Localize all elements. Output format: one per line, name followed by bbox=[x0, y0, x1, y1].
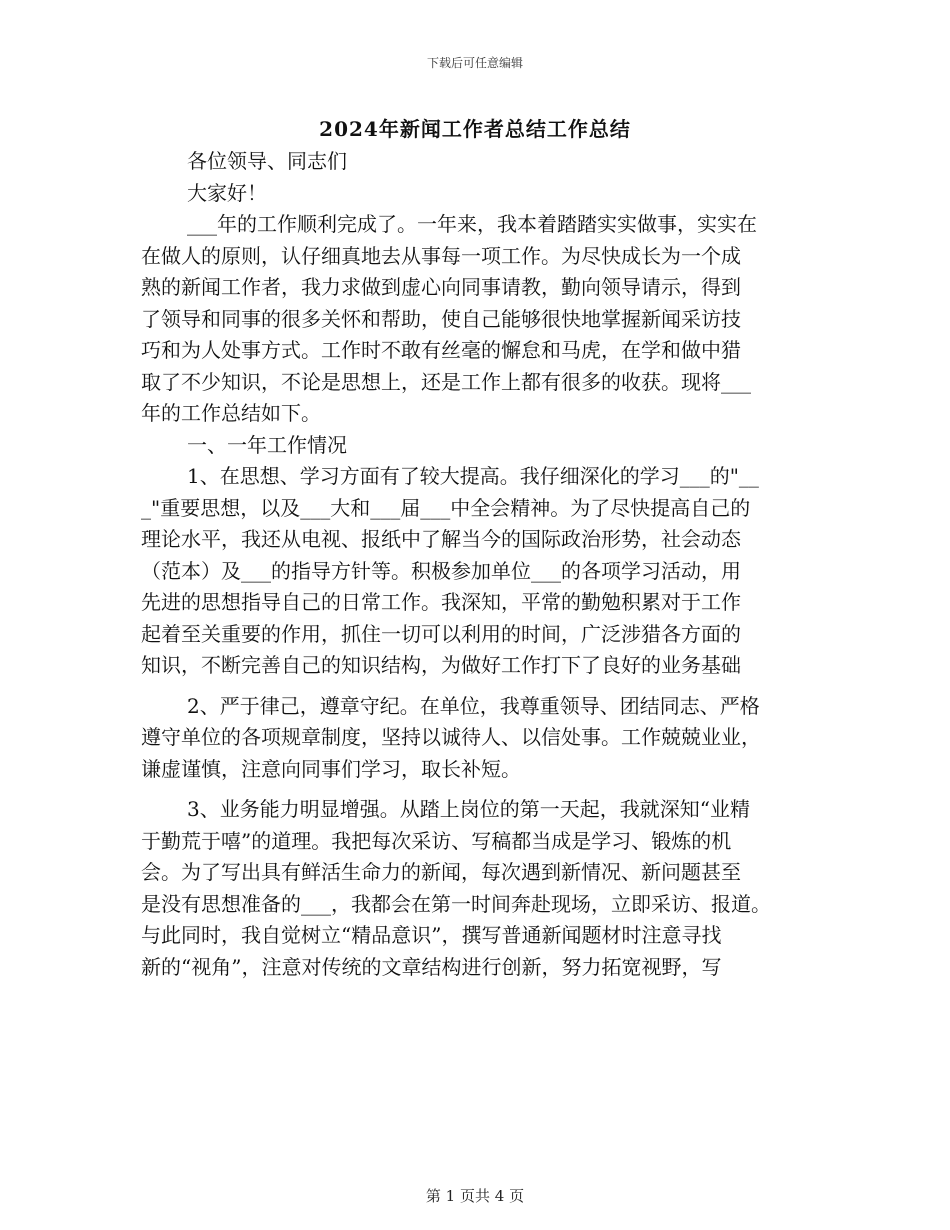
paragraph-line: 巧和为人处事方式。工作时不敢有丝毫的懈怠和马虎，在学和做中猎 bbox=[141, 338, 741, 362]
greeting-line: 大家好！ bbox=[187, 180, 267, 205]
document-body bbox=[141, 146, 831, 983]
paragraph-line: 会。为了写出具有鲜活生命力的新闻，每次遇到新情况、新问题甚至 bbox=[141, 860, 741, 884]
paragraph-line: 在做人的原则，认仔细真地去从事每一项工作。为尽快成长为一个成 bbox=[141, 243, 741, 268]
document-title: 2024年新闻工作者总结工作总结 bbox=[319, 117, 631, 141]
paragraph-line: 了领导和同事的很多关怀和帮助，使自己能够很快地掌握新闻采访技 bbox=[141, 306, 741, 331]
salutation-line: 各位领导、同志们 bbox=[187, 149, 347, 173]
paragraph-line: 于勤荒于嘻”的道理。我把每次采访、写稿都当成是学习、锻炼的机 bbox=[141, 828, 732, 853]
paragraph-line: 3、业务能力明显增强。从踏上岗位的第一天起，我就深知“业精 bbox=[187, 797, 750, 821]
paragraph-line: 知识，不断完善自己的知识结构，为做好工作打下了良好的业务基础 bbox=[141, 653, 741, 677]
page-number: 第 1 页共 4 页 bbox=[425, 1187, 525, 1205]
paragraph-line: 谦虚谨慎，注意向同事们学习，取长补短。 bbox=[141, 756, 521, 781]
paragraph-line: _"重要思想，以及___大和___届___中全会精神。为了尽快提高自己的 bbox=[141, 495, 751, 520]
paragraph-line: 遵守单位的各项规章制度，坚持以诚待人、以信处事。工作兢兢业业， bbox=[141, 725, 761, 749]
paragraph-line: （范本）及___的指导方针等。积极参加单位___的各项学习活动，用 bbox=[141, 558, 741, 583]
paragraph-line: 1、在思想、学习方面有了较大提高。我仔细深化的学习___的"__ bbox=[187, 464, 759, 488]
section-heading: 一、一年工作情况 bbox=[187, 432, 347, 457]
paragraph-line: 取了不少知识，不论是思想上，还是工作上都有很多的收获。现将___ bbox=[141, 369, 751, 394]
paragraph-line: 与此同时，我自觉树立“精品意识”，撰写普通新闻题材时注意寻找 bbox=[141, 923, 722, 947]
paragraph-line: 熟的新闻工作者，我力求做到虚心向同事请教，勤向领导请示，得到 bbox=[141, 275, 741, 299]
paragraph-line: 年的工作总结如下。 bbox=[141, 401, 321, 425]
paragraph-line: 2、严于律己，遵章守纪。在单位，我尊重领导、团结同志、严格 bbox=[187, 693, 760, 718]
paragraph-line: 起着至关重要的作用，抓住一切可以利用的时间，广泛涉猎各方面的 bbox=[141, 621, 741, 646]
paragraph-line: 是没有思想准备的___，我都会在第一时间奔赴现场，立即采访、报道。 bbox=[141, 891, 771, 916]
paragraph-line: 理论水平，我还从电视、报纸中了解当今的国际政治形势，社会动态 bbox=[141, 527, 741, 551]
paragraph-line: 先进的思想指导自己的日常工作。我深知，平常的勤勉积累对于工作 bbox=[141, 590, 741, 614]
header-note: 下载后可任意编辑 bbox=[426, 56, 523, 70]
paragraph-line: ___年的工作顺利完成了。一年来，我本着踏踏实实做事，实实在 bbox=[187, 212, 757, 236]
paragraph-line: 新的“视角”，注意对传统的文章结构进行创新，努力拓宽视野，写 bbox=[141, 954, 722, 979]
